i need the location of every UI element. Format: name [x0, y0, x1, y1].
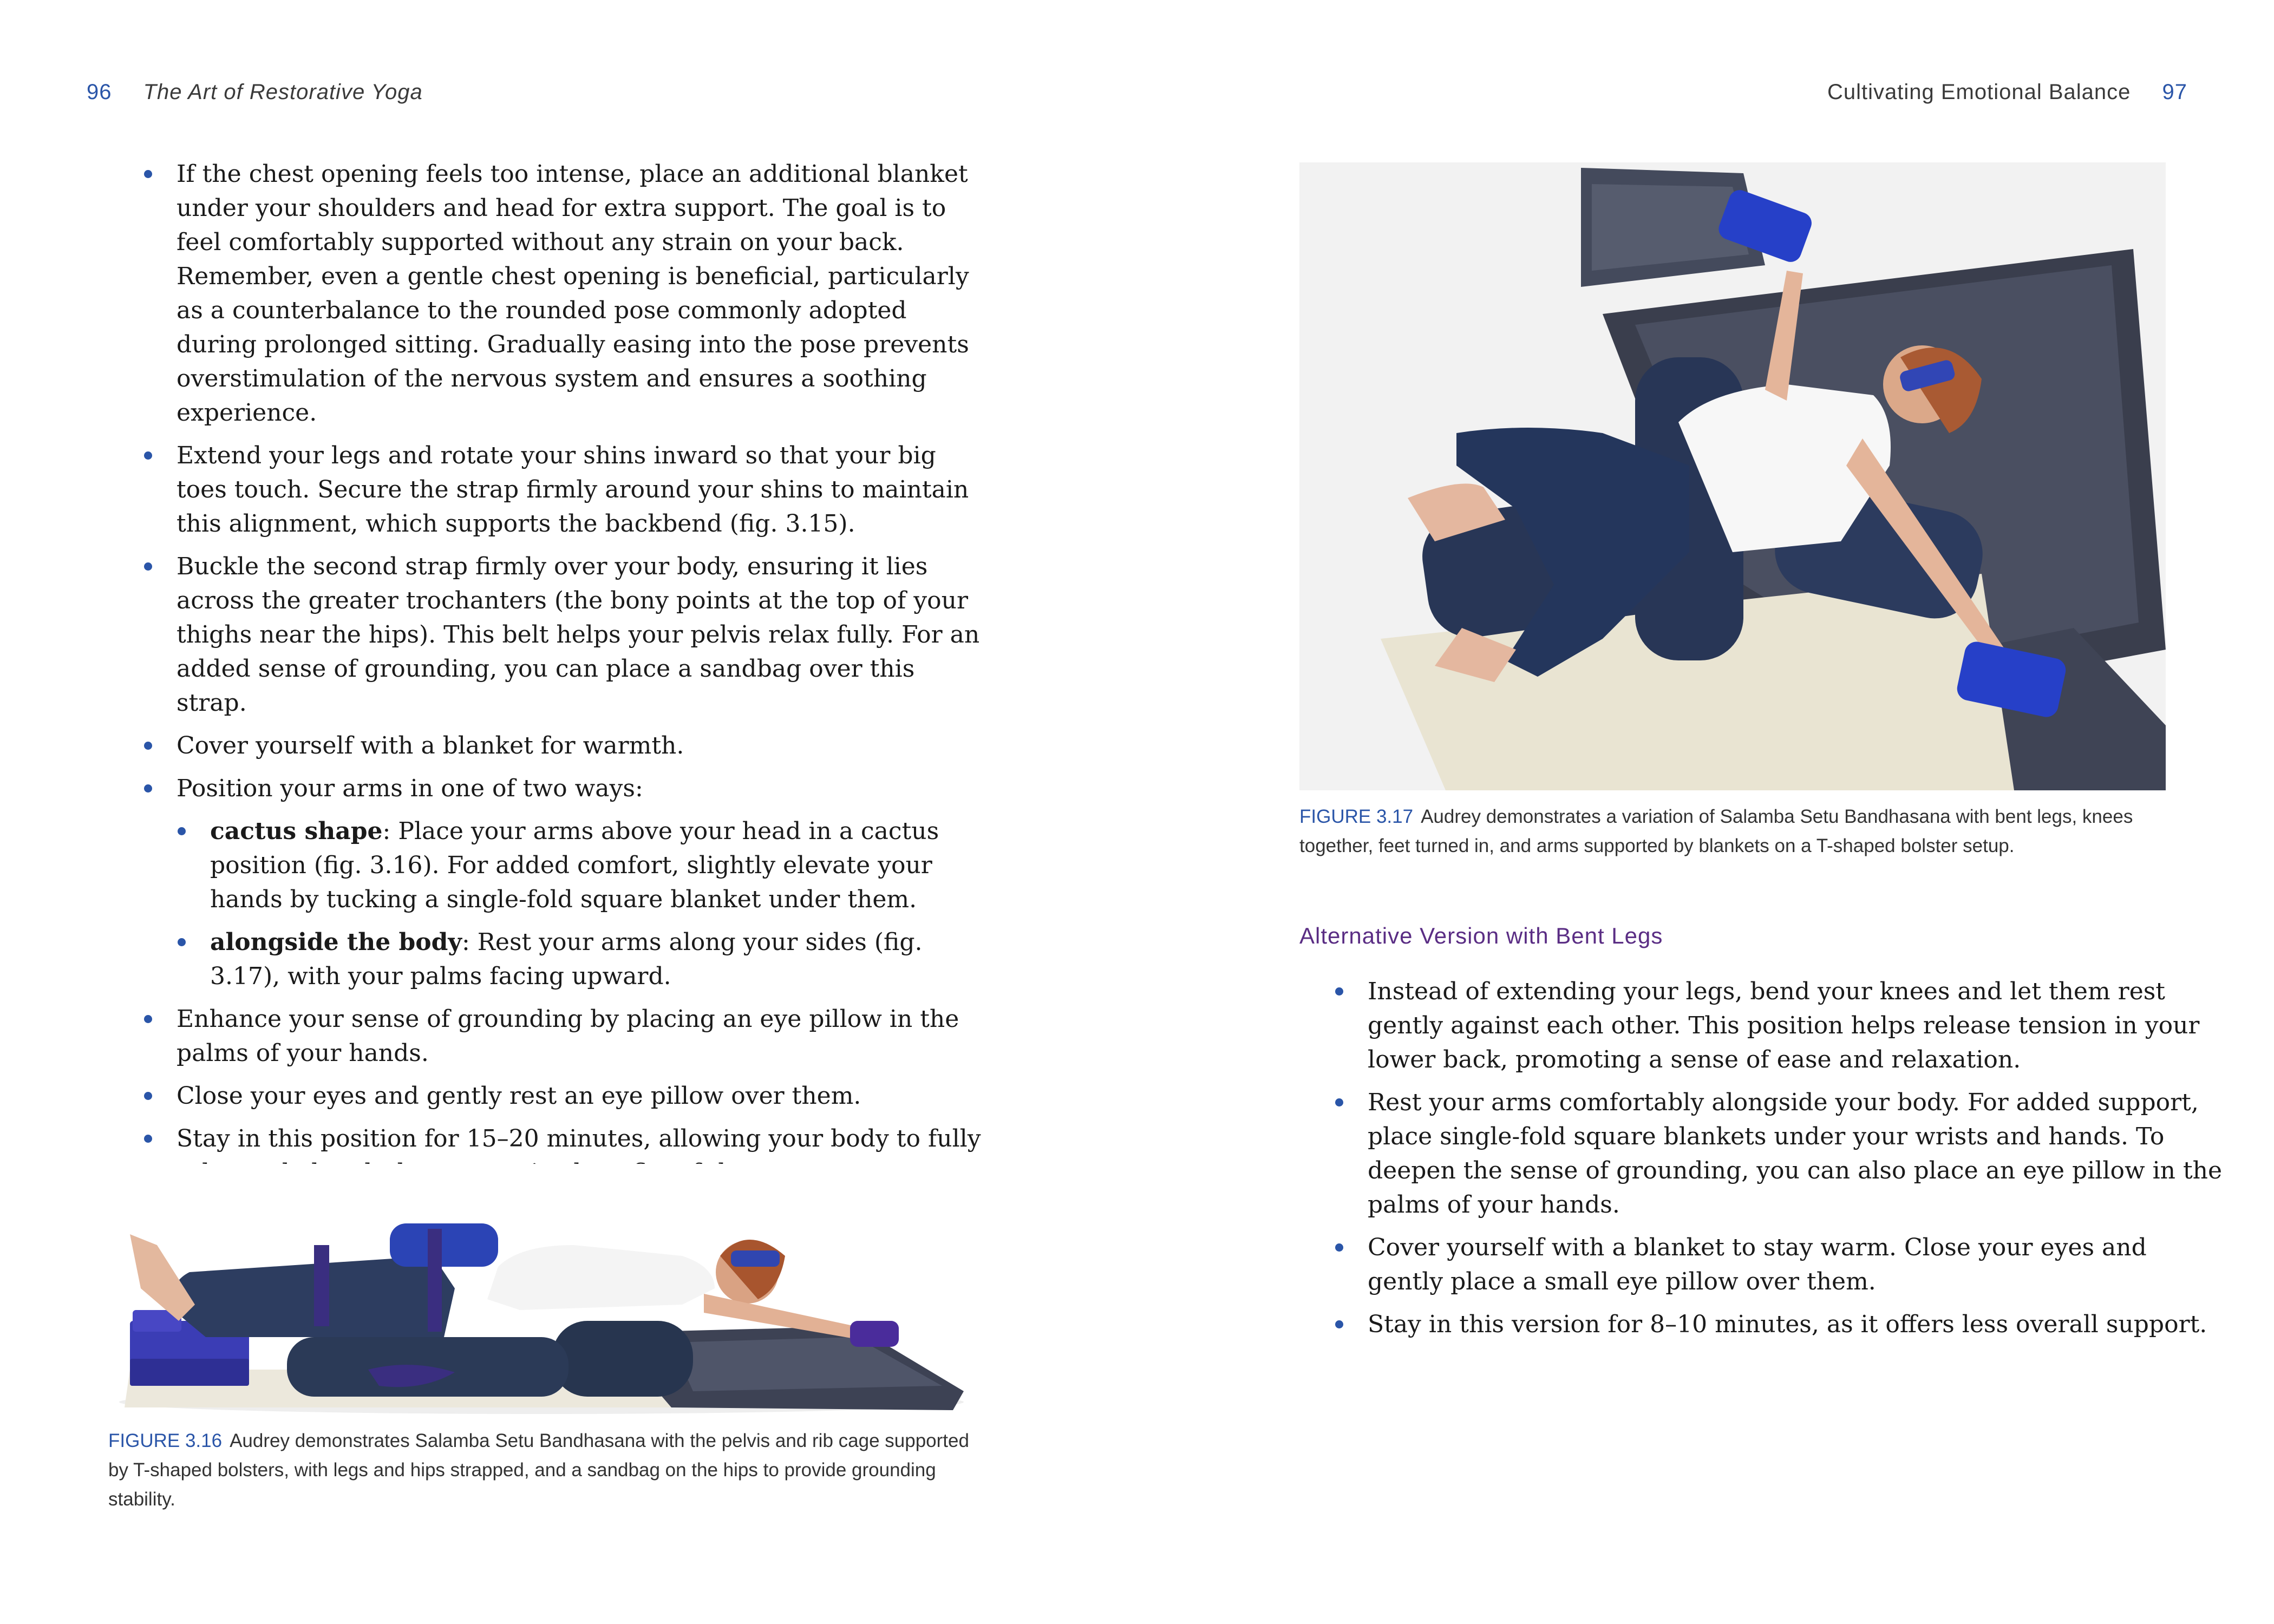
page-number-right: 97 — [2162, 80, 2187, 104]
list-item: Close your eyes and gently rest an eye pillow over them. — [141, 1079, 985, 1113]
caption-text: Audrey demonstrates a variation of Salamba Setu Bandhasana with bent legs, knees together, feet turned in, and arms supported by blankets on a T-shaped bolster setup. — [1299, 806, 2133, 856]
right-page — [1137, 0, 2274, 1624]
caption-text: Audrey demonstrates Salamba Setu Bandhasana with the pelvis and rib cage supported by T-shaped bolsters, with legs and hips strapped, and a sandbag on the hips to provide grounding stability. — [108, 1430, 969, 1510]
figure-3-17-caption — [1299, 802, 2177, 861]
list-item: Cover yourself with a blanket for warmth. — [141, 729, 985, 763]
list-item: Stay in this version for 8–10 minutes, as it offers less overall support. — [1332, 1307, 2225, 1341]
left-body-text — [141, 157, 985, 1199]
term-alongside-text: : Rest your arms along your sides (fig. 3.17), with your palms facing upward. — [210, 928, 923, 990]
figure-label: FIGURE 3.16 — [108, 1430, 223, 1451]
list-item: Enhance your sense of grounding by placing an eye pillow in the palms of your hands. — [141, 1002, 985, 1070]
list-item-text: Position your arms in one of two ways: — [177, 775, 643, 802]
running-title-right: Cultivating Emotional Balance — [1827, 80, 2131, 104]
list-item: Stay in this position for 15–20 minutes, allowing your body to fully — [141, 1122, 985, 1190]
list-item: Cover yourself with a blanket to stay warm. Close your eyes and gently place a small eye pillow over them. — [1332, 1230, 2225, 1299]
sub-list-item — [177, 814, 985, 916]
arm-options-list — [177, 814, 985, 993]
figure-label: FIGURE 3.17 — [1299, 806, 1414, 827]
list-item: Instead of extending your legs, bend your knees and let them rest gently against each other. This position helps release tension in your lower back, promoting a sense of ease and relaxation. — [1332, 974, 2225, 1077]
running-header-left — [87, 80, 423, 104]
list-item-arms — [141, 771, 985, 993]
right-body-text — [1332, 974, 2225, 1350]
term-cactus-text: : Place your arms above your head in a cactus position (fig. 3.16). For added comfort, slightly elevate your hands by tucking a single-fold square blanket under them. — [210, 817, 939, 913]
figure-3-17-photo — [1299, 162, 2166, 790]
section-heading: Alternative Version with Bent Legs — [1299, 923, 1663, 948]
term-alongside: alongside the body — [210, 928, 462, 956]
running-header-right — [1827, 80, 2187, 104]
list-item: If the chest opening feels too intense, place an additional blanket under your shoulders and head for extra support. The goal is to feel comfortably supported without any strain on your back. Remember, even a gentle chest opening is beneficial, particularly as a counterbalance to the rounded pose commonly adopted during prolonged sitting. Gradually easing into the pose prevents overstimulation of the nervous system and ensures a soothing experience. — [141, 157, 985, 430]
figure-3-16-photo — [108, 1164, 975, 1418]
list-item: Rest your arms comfortably alongside your body. For added support, place single-fold square blankets under your wrists and hands. To deepen the sense of grounding, you can also place an eye pillow in the palms of your hands. — [1332, 1085, 2225, 1222]
instruction-list — [141, 157, 985, 1190]
list-item: Extend your legs and rotate your shins inward so that your big toes touch. Secure the strap firmly around your shins to maintain this alignment, which supports the backbend (fig. 3.15). — [141, 438, 985, 541]
figure-3-16-caption — [108, 1426, 980, 1514]
term-cactus: cactus shape — [210, 817, 383, 845]
page-number-left: 96 — [87, 80, 112, 104]
list-item: Buckle the second strap firmly over your body, ensuring it lies across the greater trochanters (the bony points at the top of your thighs near the hips). This belt helps your pelvis relax fully. For an added sense of grounding, you can place a sandbag over this strap. — [141, 549, 985, 720]
running-title-left: The Art of Restorative Yoga — [143, 80, 423, 104]
bent-legs-list — [1332, 974, 2225, 1341]
sub-list-item — [177, 925, 985, 993]
